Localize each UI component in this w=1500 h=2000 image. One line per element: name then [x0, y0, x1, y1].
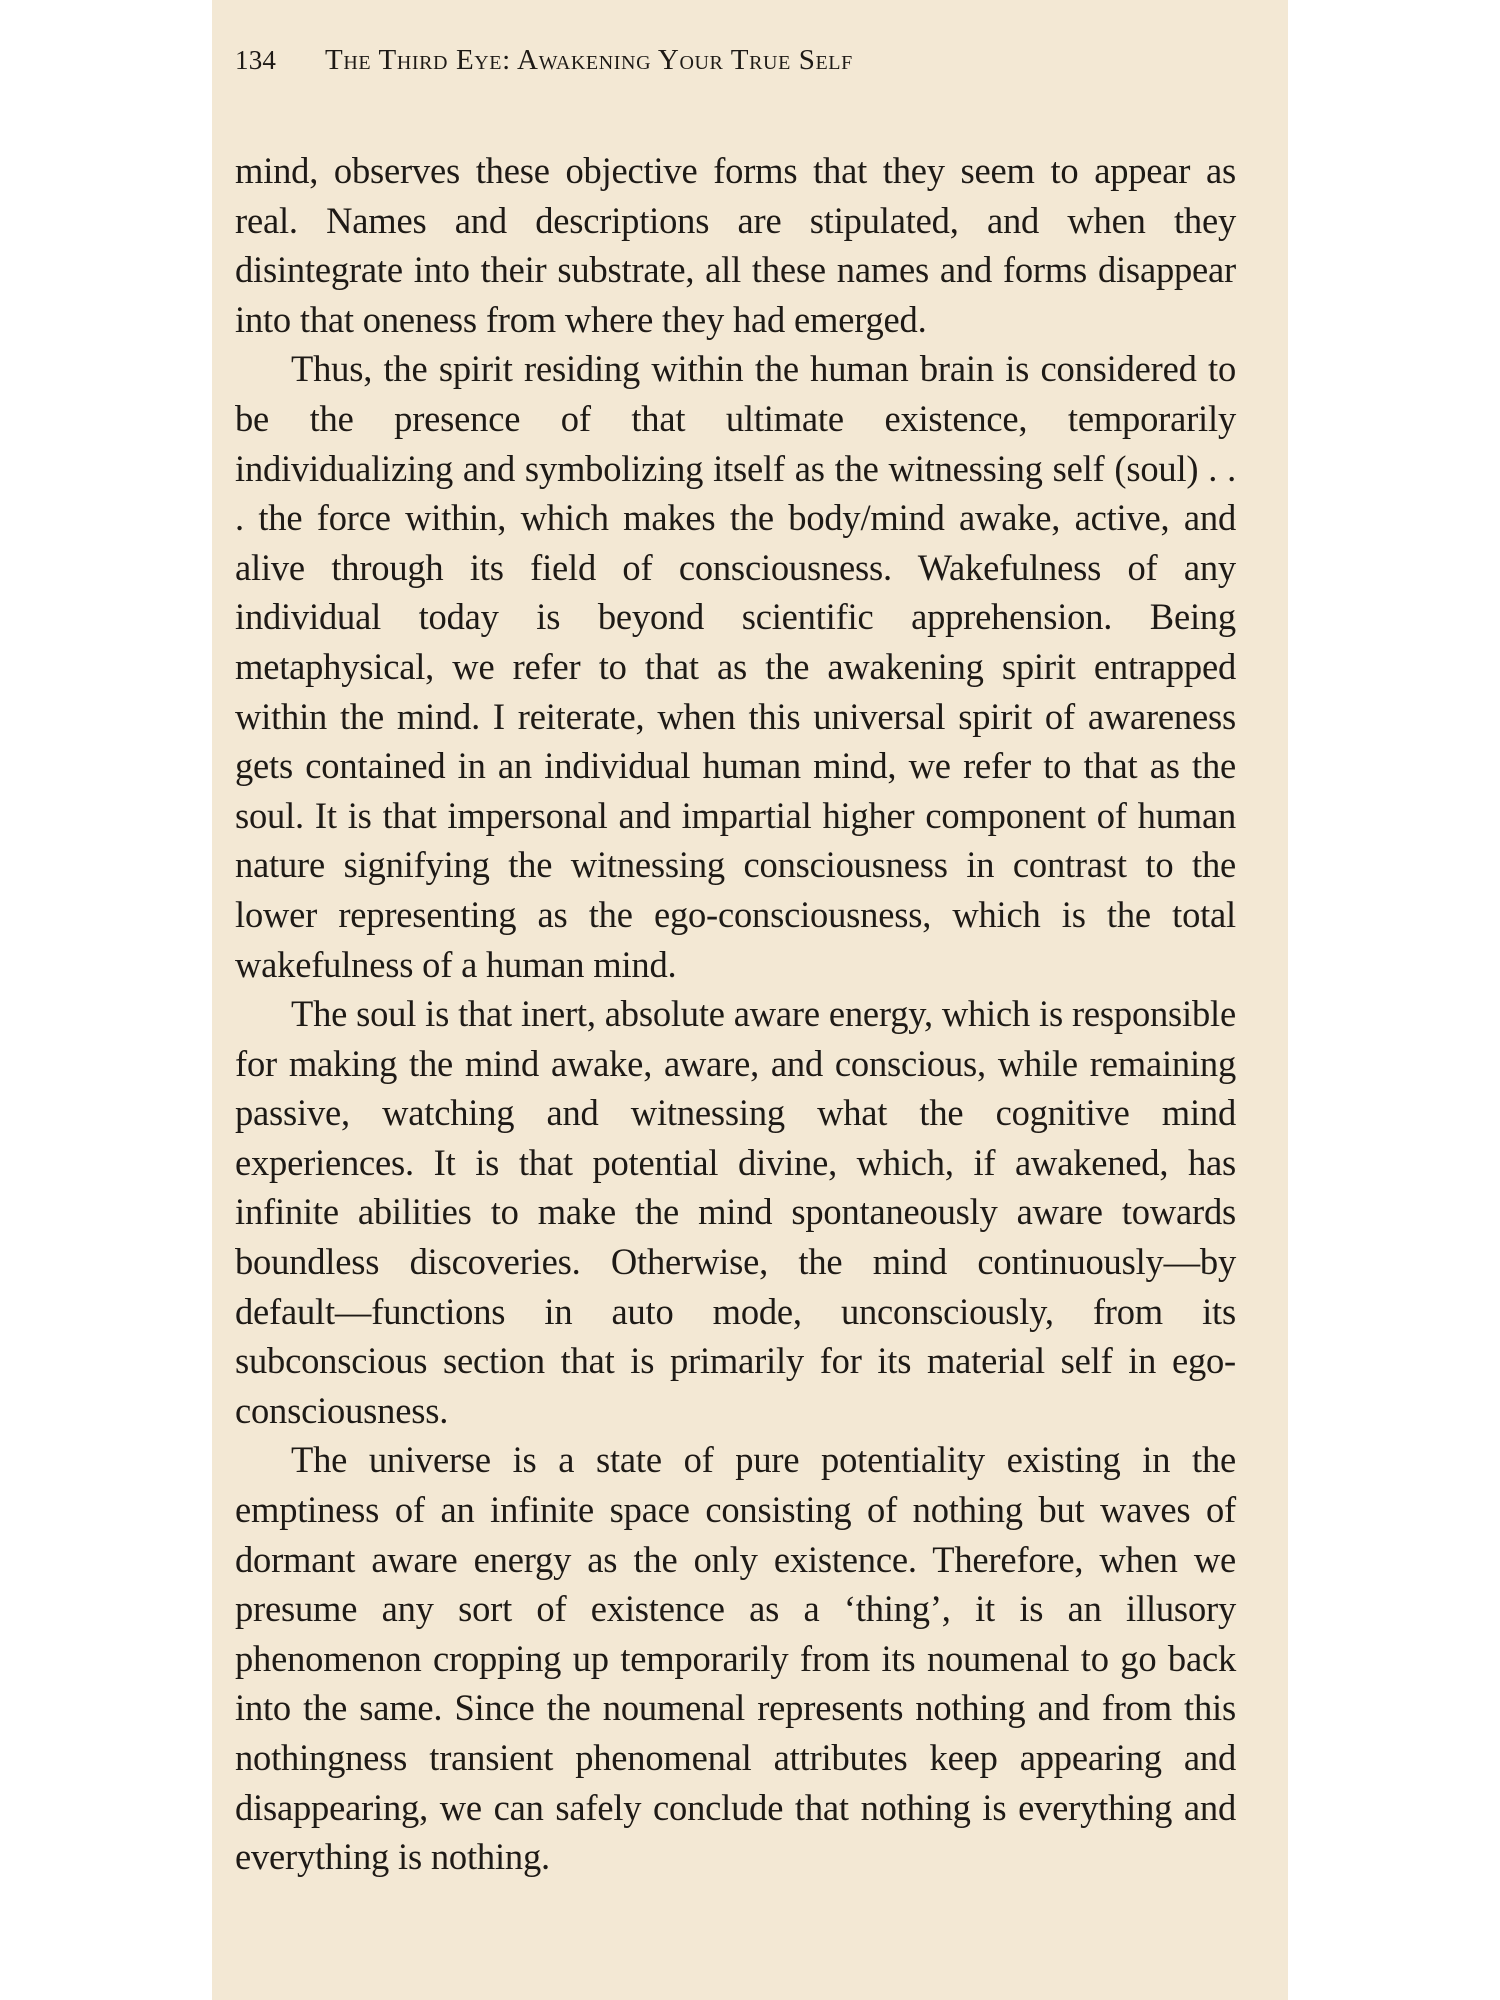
paragraph: The soul is that inert, absolute aware energy, which is responsible for making the mind awake, aware, and conscious, while remaining passive, watching and witnessing what the cognitive mind experiences. It is that potential divine, which, if awakened, has infinite abilities to make the mind spontaneously aware towards boundless discoveries. Otherwise, the mind continuously—by default—functions in auto mode, unconsciously, from its subconscious section that is primarily for its material self in ego-consciousness. — [235, 993, 1236, 1431]
paragraph: Thus, the spirit residing within the human brain is considered to be the presence of that ultimate existence, temporarily individualizing and symbolizing itself as the witnessing self (soul) . . . the force within, which makes the body/mind awake, active, and alive through its field of consciousness. Wakefulness of any individual today is beyond scientific apprehension. Being metaphysical, we refer to that as the awakening spirit entrapped within the mind. I reiterate, when this universal spirit of awareness gets contained in an individual human mind, we refer to that as the soul. It is that impersonal and impartial higher component of human nature signifying the witnessing consciousness in contrast to the lower representing as the ego-consciousness, which is the total wakefulness of a human mind. — [235, 348, 1236, 985]
paragraph-continued: mind, observes these objective forms that they seem to appear as real. Names and descriptions are stipulated, and when they disintegrate into their substrate, all these names and forms disappear into that oneness from where they had emerged. — [235, 150, 1236, 340]
body-text — [235, 146, 1236, 1882]
page-number: 134 — [235, 45, 277, 75]
book-page — [212, 0, 1288, 2000]
paragraph: The universe is a state of pure potentiality existing in the emptiness of an infinite space consisting of nothing but waves of dormant aware energy as the only existence. Therefore, when we presume any sort of existence as a ‘thing’, it is an illusory phenomenon cropping up temporarily from its noumenal to go back into the same. Since the noumenal represents nothing and from this nothingness transient phenomenal attributes keep appearing and disappearing, we can safely conclude that nothing is everything and everything is nothing. — [235, 1439, 1236, 1878]
book-title: The Third Eye: Awakening Your True Self — [325, 44, 853, 76]
running-head — [235, 44, 1236, 88]
